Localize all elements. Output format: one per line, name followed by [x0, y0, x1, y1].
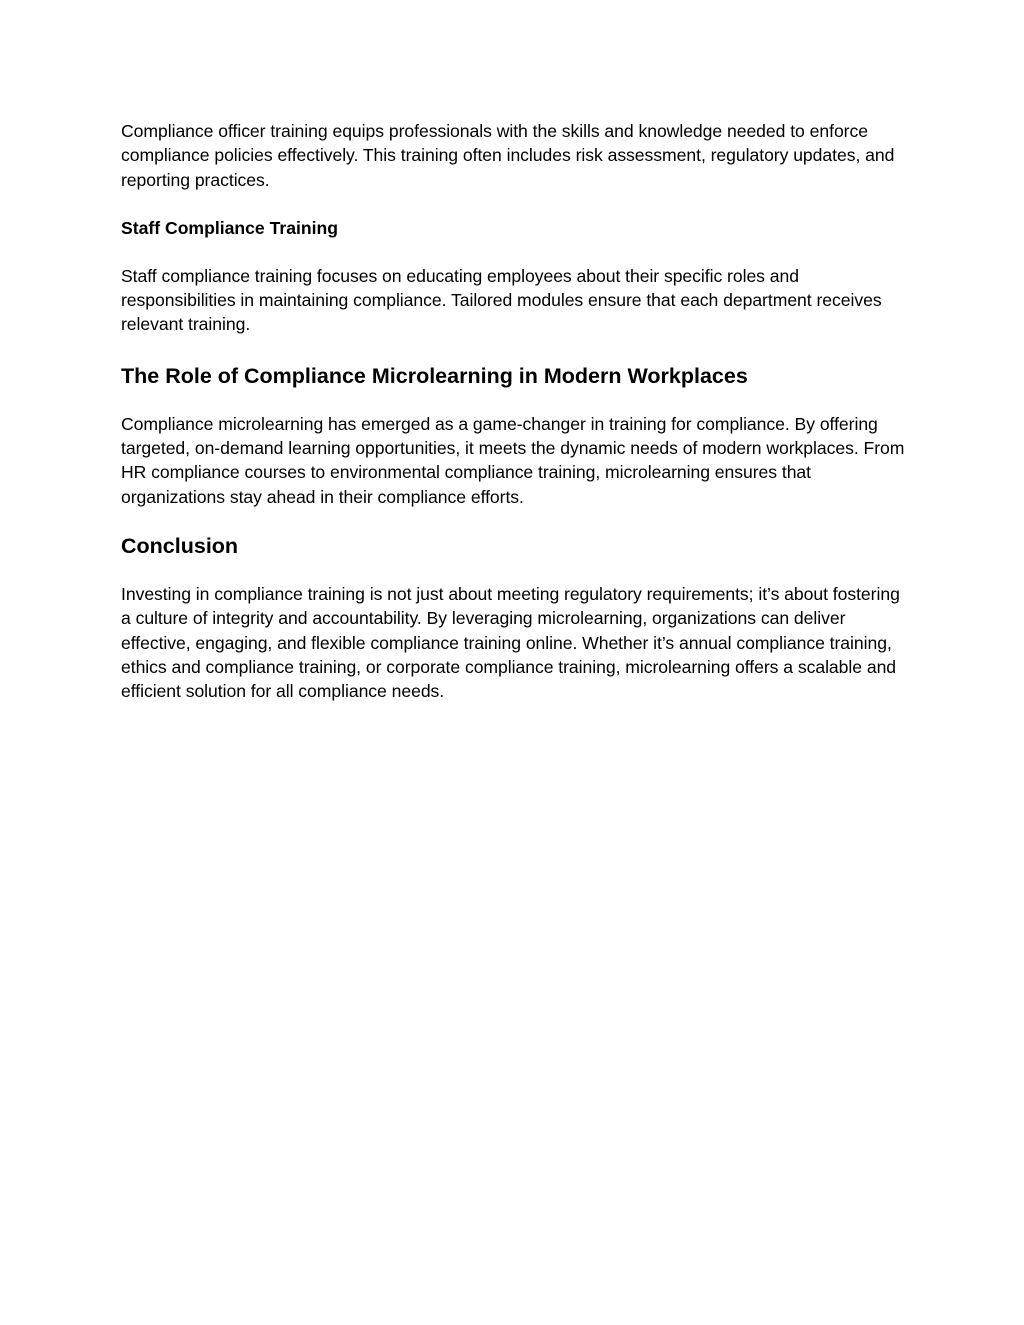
paragraph-role-of-microlearning: Compliance microlearning has emerged as a game-changer in training for compliance. By offering targeted, on-demand learning opportunities, it meets the dynamic needs of modern workplaces. From HR compliance courses to environmental compliance training, microlearning ensures that organizations stay ahead in their compliance efforts.	[121, 413, 905, 507]
document-page	[121, 119, 911, 703]
heading-conclusion: Conclusion	[121, 533, 239, 558]
paragraph-officer-training: Compliance officer training equips professionals with the skills and knowledge needed to enforce compliance policies effectively. This training often includes risk assessment, regulatory updates, and reporting practices.	[121, 121, 895, 190]
paragraph-conclusion: Investing in compliance training is not just about meeting regulatory requirements; it’s about fostering a culture of integrity and accountability. By leveraging microlearning, organizations can deliver effective, engaging, and flexible compliance training online. Whether it’s annual compliance training, ethics and compliance training, or corporate compliance training, microlearning offers a scalable and efficient solution for all compliance needs.	[121, 583, 900, 702]
paragraph-staff-training: Staff compliance training focuses on educating employees about their specific roles and responsibilities in maintaining compliance. Tailored modules ensure that each department receives relevant training.	[121, 265, 882, 335]
heading-staff-compliance-training: Staff Compliance Training	[121, 217, 339, 238]
heading-role-of-microlearning: The Role of Compliance Microlearning in Modern Workplaces	[121, 363, 748, 388]
